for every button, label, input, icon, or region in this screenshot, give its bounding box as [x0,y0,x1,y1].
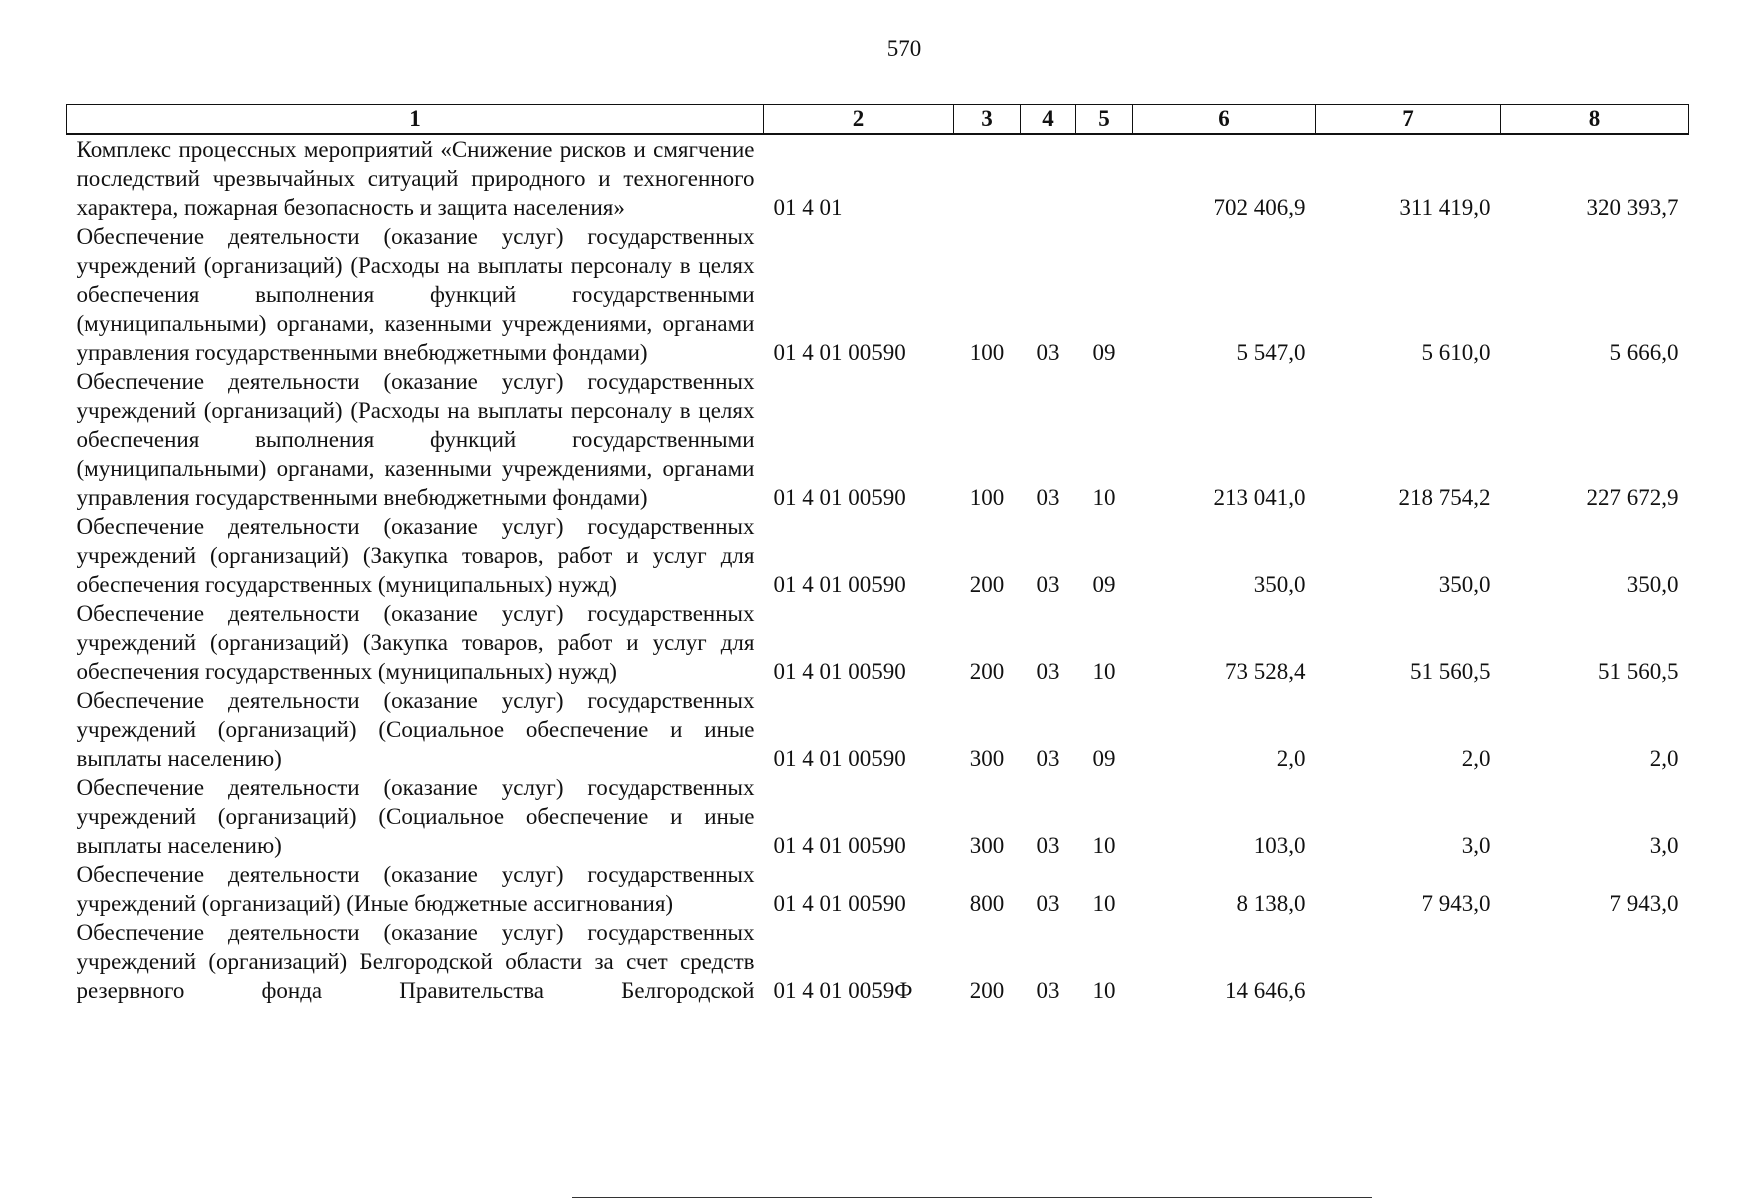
amount-col8: 2,0 [1649,746,1679,771]
column-header: 8 [1501,105,1689,135]
amount-col8: 350,0 [1626,572,1679,597]
item-name: Обеспечение деятельности (оказание услуг) государственных учреждений (организаций) (Иные бюджетные ассигнования) [76,862,755,916]
item-name: Обеспечение деятельности (оказание услуг) государственных учреждений (организаций) (Закупка товаров, работ и услуг для обеспечения государственных (муниципальных) нужд) [76,601,755,684]
expense-type-code: 100 [969,485,1005,510]
item-name: Комплекс процессных мероприятий «Снижение рисков и смягчение последствий чрезвычайных ситуаций природного и техногенного характера, пожарная безопасность и защита населения» [76,137,755,220]
expense-type-code: 200 [969,978,1005,1003]
amount-col6: 2,0 [1276,746,1306,771]
amount-col8: 227 672,9 [1586,485,1679,510]
section-code: 03 [1036,572,1060,597]
budget-code: 01 4 01 00590 [773,833,906,858]
amount-col7: 3,0 [1461,833,1491,858]
table-row [67,222,1689,367]
section-code: 03 [1036,659,1060,684]
column-header: 4 [1021,105,1076,135]
table-row [67,686,1689,773]
section-code: 03 [1036,485,1060,510]
budget-code: 01 4 01 00590 [773,572,906,597]
section-code: 03 [1036,833,1060,858]
expense-type-code [954,134,1021,222]
budget-code: 01 4 01 0059Ф [773,978,913,1003]
table-row [67,860,1689,918]
table-row [67,918,1689,1005]
budget-code: 01 4 01 00590 [773,485,906,510]
expense-type-code: 300 [969,746,1005,771]
subsection-code: 09 [1092,746,1116,771]
amount-col8 [1501,918,1689,1005]
amount-col8: 51 560,5 [1598,659,1679,684]
amount-col6: 213 041,0 [1213,485,1306,510]
budget-code: 01 4 01 00590 [773,891,906,916]
expense-type-code: 200 [969,659,1005,684]
amount-col7: 350,0 [1438,572,1491,597]
amount-col7: 51 560,5 [1410,659,1491,684]
item-name: Обеспечение деятельности (оказание услуг) государственных учреждений (организаций) (Социальное обеспечение и иные выплаты населению) [76,688,755,771]
table-row [67,134,1689,222]
section-code: 03 [1036,746,1060,771]
column-header: 7 [1316,105,1501,135]
column-header: 5 [1076,105,1133,135]
table-header-row [67,105,1689,135]
item-name: Обеспечение деятельности (оказание услуг) государственных учреждений (организаций) (Социальное обеспечение и иные выплаты населению) [76,775,755,858]
section-code: 03 [1036,340,1060,365]
expense-type-code: 200 [969,572,1005,597]
column-header: 1 [67,105,764,135]
amount-col8: 7 943,0 [1609,891,1679,916]
table-row [67,512,1689,599]
subsection-code: 10 [1092,485,1116,510]
item-name: Обеспечение деятельности (оказание услуг) государственных учреждений (организаций) (Расходы на выплаты персоналу в целях обеспечения выполнения функций государственными (муниципальными) органами, казенными учреждениями, органами управления государственными внебюджетными фондами) [76,224,755,365]
amount-col7: 5 610,0 [1421,340,1491,365]
item-name: Обеспечение деятельности (оказание услуг) государственных учреждений (организаций) (Закупка товаров, работ и услуг для обеспечения государственных (муниципальных) нужд) [76,514,755,597]
budget-code: 01 4 01 00590 [773,659,906,684]
page-number: 570 [886,36,922,61]
amount-col6: 350,0 [1253,572,1306,597]
amount-col8: 320 393,7 [1586,195,1679,220]
item-name: Обеспечение деятельности (оказание услуг) государственных учреждений (организаций) (Расходы на выплаты персоналу в целях обеспечения выполнения функций государственными (муниципальными) органами, казенными учреждениями, органами управления государственными внебюджетными фондами) [76,369,755,510]
expense-type-code: 800 [969,891,1005,916]
amount-col6: 14 646,6 [1225,978,1306,1003]
footer-divider [572,1197,1372,1198]
amount-col6: 8 138,0 [1236,891,1306,916]
subsection-code [1076,134,1133,222]
amount-col7: 2,0 [1461,746,1491,771]
subsection-code: 10 [1092,833,1116,858]
amount-col6: 5 547,0 [1236,340,1306,365]
amount-col6: 73 528,4 [1225,659,1306,684]
amount-col7 [1316,918,1501,1005]
amount-col8: 5 666,0 [1609,340,1679,365]
amount-col6: 103,0 [1253,833,1306,858]
amount-col7: 218 754,2 [1398,485,1491,510]
item-name: Обеспечение деятельности (оказание услуг) государственных учреждений (организаций) Белгородской области за счет средств резервного фонда Правительства Белгородской [76,920,755,1003]
column-header: 2 [764,105,954,135]
subsection-code: 09 [1092,572,1116,597]
amount-col8: 3,0 [1649,833,1679,858]
subsection-code: 10 [1092,659,1116,684]
table-row [67,773,1689,860]
amount-col7: 7 943,0 [1421,891,1491,916]
expense-type-code: 100 [969,340,1005,365]
column-header: 6 [1133,105,1316,135]
budget-code: 01 4 01 00590 [773,746,906,771]
subsection-code: 10 [1092,891,1116,916]
budget-table [66,104,1689,1005]
expense-type-code: 300 [969,833,1005,858]
budget-code: 01 4 01 [773,195,843,220]
table-row [67,367,1689,512]
section-code [1021,134,1076,222]
table-row [67,599,1689,686]
section-code: 03 [1036,978,1060,1003]
subsection-code: 09 [1092,340,1116,365]
budget-code: 01 4 01 00590 [773,340,906,365]
subsection-code: 10 [1092,978,1116,1003]
amount-col7: 311 419,0 [1399,195,1491,220]
column-header: 3 [954,105,1021,135]
section-code: 03 [1036,891,1060,916]
amount-col6: 702 406,9 [1213,195,1306,220]
